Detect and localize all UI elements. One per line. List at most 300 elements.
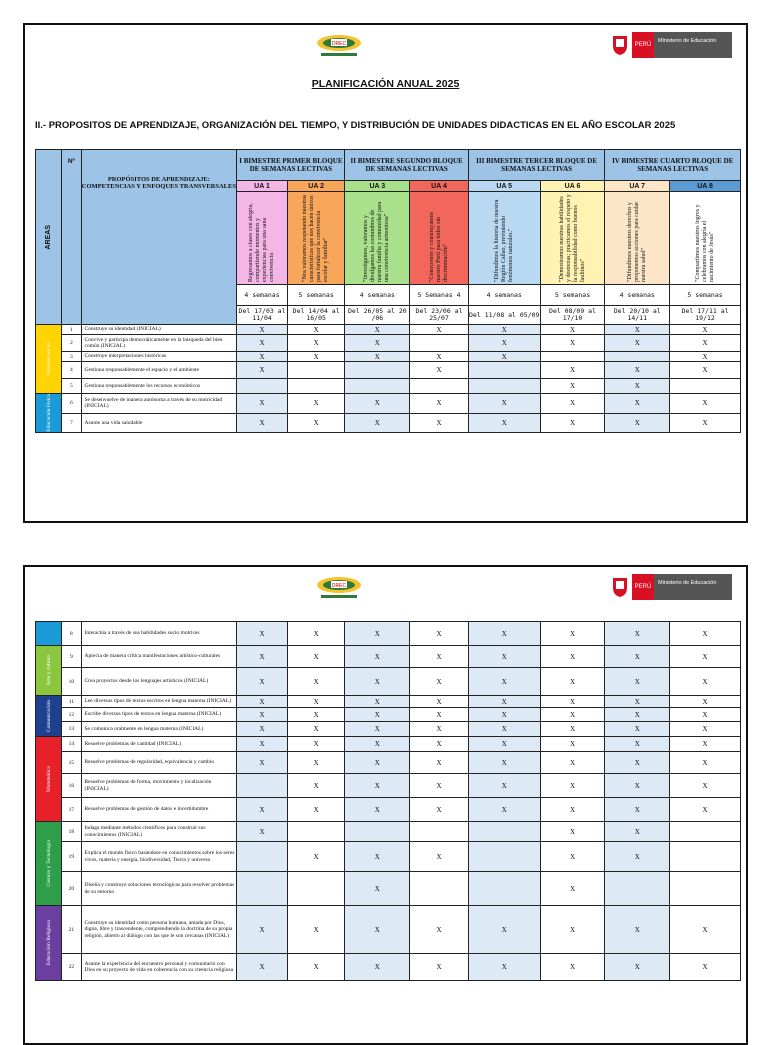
table-row bbox=[36, 722, 741, 737]
unit-mark-cell: X bbox=[410, 774, 469, 798]
table-row bbox=[36, 696, 741, 708]
competency-number: 11 bbox=[62, 696, 81, 708]
unit-mark-cell: X bbox=[287, 906, 345, 954]
unit-mark-cell: X bbox=[605, 622, 670, 646]
unit-weeks-7: 4 semanas bbox=[605, 285, 670, 306]
competency-text: Construye su identidad (INICIAL) bbox=[81, 325, 237, 335]
competency-number: 17 bbox=[62, 798, 81, 822]
unit-mark-cell: X bbox=[468, 335, 540, 352]
unit-mark-cell: X bbox=[237, 362, 288, 379]
unit-mark-cell: X bbox=[237, 798, 288, 822]
unit-weeks-3: 4 semanas bbox=[345, 285, 410, 306]
table-row bbox=[36, 668, 741, 696]
unit-mark-cell: X bbox=[287, 737, 345, 752]
unit-mark-cell: X bbox=[605, 646, 670, 668]
competency-number: 20 bbox=[62, 872, 81, 906]
unit-mark-cell: X bbox=[605, 379, 670, 394]
unit-dates-6: Del 08/09 al 17/10 bbox=[540, 306, 605, 325]
unit-mark-cell: X bbox=[468, 622, 540, 646]
unit-mark-cell: X bbox=[540, 872, 605, 906]
drec-logo bbox=[315, 575, 363, 601]
unit-mark-cell: X bbox=[345, 842, 410, 872]
competency-number: 14 bbox=[62, 737, 81, 752]
unit-mark-cell: X bbox=[345, 696, 410, 708]
unit-mark-cell: X bbox=[540, 362, 605, 379]
unit-mark-cell: X bbox=[287, 708, 345, 722]
area-cell bbox=[36, 622, 62, 646]
area-cell: Arte y cultura bbox=[36, 646, 62, 696]
unit-mark-cell: X bbox=[410, 362, 469, 379]
table-row bbox=[36, 872, 741, 906]
unit-mark-cell: X bbox=[670, 352, 741, 362]
unit-mark-cell: X bbox=[287, 668, 345, 696]
unit-mark-cell bbox=[237, 379, 288, 394]
unit-mark-cell: X bbox=[540, 622, 605, 646]
unit-mark-cell: X bbox=[287, 696, 345, 708]
unit-mark-cell: X bbox=[540, 798, 605, 822]
unit-mark-cell bbox=[287, 822, 345, 842]
unit-mark-cell: X bbox=[670, 646, 741, 668]
competency-number: 21 bbox=[62, 906, 81, 954]
peru-label: PERÚ bbox=[632, 574, 654, 600]
unit-dates-2: Del 14/04 al 16/05 bbox=[287, 306, 345, 325]
unit-mark-cell: X bbox=[468, 708, 540, 722]
competency-text: Construye interpretaciones históricas bbox=[81, 352, 237, 362]
unit-mark-cell bbox=[345, 362, 410, 379]
unit-mark-cell: X bbox=[287, 646, 345, 668]
unit-mark-cell: X bbox=[345, 954, 410, 981]
table-row bbox=[36, 798, 741, 822]
svg-text:DREC: DREC bbox=[331, 583, 347, 589]
unit-mark-cell: X bbox=[287, 722, 345, 737]
unit-mark-cell: X bbox=[670, 325, 741, 335]
areas-header: AREAS bbox=[36, 150, 62, 325]
propositos-header: PROPÓSITOS DE APRENDIZAJE: COMPETENCIAS Y ENFOQUES TRANSVERSALES bbox=[81, 150, 237, 325]
section-subtitle: II.- PROPOSITOS DE APRENDIZAJE, ORGANIZACIÓN DEL TIEMPO, Y DISTRIBUCIÓN DE UNIDADES DIDACTICAS EN EL AÑO ESCOLAR 2025 bbox=[35, 120, 676, 131]
unit-mark-cell: X bbox=[410, 352, 469, 362]
unit-mark-cell bbox=[287, 872, 345, 906]
unit-mark-cell: X bbox=[540, 394, 605, 414]
unit-mark-cell: X bbox=[468, 646, 540, 668]
unit-mark-cell: X bbox=[237, 646, 288, 668]
unit-mark-cell: X bbox=[345, 646, 410, 668]
unit-description-1: Regresamos a clases con alegría, compartiendo momentos y experiencias para una sana convivencia bbox=[237, 192, 288, 285]
unit-weeks-5: 4 semanas bbox=[468, 285, 540, 306]
competency-text: Resuelve problemas de cantidad (INICIAL) bbox=[81, 737, 237, 752]
competency-number: 13 bbox=[62, 722, 81, 737]
unit-mark-cell: X bbox=[345, 708, 410, 722]
unit-mark-cell bbox=[345, 379, 410, 394]
unit-mark-cell bbox=[287, 362, 345, 379]
competency-text: Lee diversos tipos de textos escritos en lengua materna (INICIAL) bbox=[81, 696, 237, 708]
unit-mark-cell bbox=[468, 822, 540, 842]
area-cell: Ciencia y Tecnología bbox=[36, 822, 62, 906]
escudo-icon bbox=[608, 574, 632, 600]
planning-table-page-2 bbox=[35, 621, 741, 981]
unit-mark-cell: X bbox=[287, 798, 345, 822]
unit-mark-cell: X bbox=[468, 774, 540, 798]
unit-mark-cell: X bbox=[410, 722, 469, 737]
unit-mark-cell: X bbox=[237, 325, 288, 335]
competency-text: Se desenvuelve de manera autónoma a través de su motricidad (INICIAL) bbox=[81, 394, 237, 414]
unit-mark-cell: X bbox=[670, 696, 741, 708]
competency-text: Resuelve problemas de forma, movimiento y localización (INICIAL) bbox=[81, 774, 237, 798]
unit-mark-cell: X bbox=[410, 954, 469, 981]
unit-mark-cell: X bbox=[410, 646, 469, 668]
unit-mark-cell: X bbox=[540, 335, 605, 352]
unit-mark-cell: X bbox=[540, 696, 605, 708]
unit-mark-cell: X bbox=[468, 906, 540, 954]
unit-mark-cell: X bbox=[605, 774, 670, 798]
unit-mark-cell: X bbox=[345, 774, 410, 798]
unit-label-4: UA 4 bbox=[410, 181, 469, 192]
unit-mark-cell: X bbox=[287, 352, 345, 362]
unit-mark-cell bbox=[670, 379, 741, 394]
table-row bbox=[36, 379, 741, 394]
table-row bbox=[36, 822, 741, 842]
unit-mark-cell: X bbox=[670, 362, 741, 379]
competency-number: 3 bbox=[62, 352, 81, 362]
unit-mark-cell: X bbox=[237, 906, 288, 954]
unit-mark-cell bbox=[237, 872, 288, 906]
unit-mark-cell: X bbox=[287, 335, 345, 352]
unit-mark-cell: X bbox=[410, 798, 469, 822]
unit-mark-cell: X bbox=[540, 722, 605, 737]
competency-text: Convive y participa democráticamente en la búsqueda del bien común (INICIAL) bbox=[81, 335, 237, 352]
competency-text: Se comunica oralmente en lengua materna (INICIAL) bbox=[81, 722, 237, 737]
unit-label-6: UA 6 bbox=[540, 181, 605, 192]
unit-mark-cell: X bbox=[237, 413, 288, 432]
unit-weeks-8: 5 semanas bbox=[670, 285, 741, 306]
unit-label-1: UA 1 bbox=[237, 181, 288, 192]
bimestre-2-header: II BIMESTRE SEGUNDO BLOQUE DE SEMANAS LECTIVAS bbox=[345, 150, 468, 181]
unit-weeks-1: 4 semanas bbox=[237, 285, 288, 306]
unit-mark-cell bbox=[410, 822, 469, 842]
competency-number: 7 bbox=[62, 413, 81, 432]
competency-number: 10 bbox=[62, 668, 81, 696]
ministry-label: Ministerio de Educación bbox=[654, 574, 732, 600]
page-title: PLANIFICACIÓN ANUAL 2025 bbox=[311, 78, 460, 90]
unit-mark-cell: X bbox=[540, 842, 605, 872]
unit-mark-cell: X bbox=[540, 413, 605, 432]
escudo-icon bbox=[608, 32, 632, 58]
competency-number: 5 bbox=[62, 379, 81, 394]
unit-mark-cell: X bbox=[287, 774, 345, 798]
unit-mark-cell: X bbox=[410, 842, 469, 872]
unit-mark-cell: X bbox=[237, 822, 288, 842]
unit-mark-cell: X bbox=[468, 798, 540, 822]
unit-label-3: UA 3 bbox=[345, 181, 410, 192]
competency-text: Construye su identidad como persona humana, amada por Dios, digna, libre y trascendente, comprendiendo la doctrina de su propia religión, abierto al diálogo con las que le son cercanas (INICIAL) bbox=[81, 906, 237, 954]
unit-mark-cell: X bbox=[540, 752, 605, 774]
unit-mark-cell: X bbox=[410, 696, 469, 708]
unit-mark-cell: X bbox=[670, 708, 741, 722]
unit-mark-cell: X bbox=[540, 822, 605, 842]
unit-description-6: "Demostramos nuestras habilidades y destrezas; practicamos el respeto y la responsabilidad como buenos lauliinos" bbox=[540, 192, 605, 285]
unit-mark-cell: X bbox=[540, 954, 605, 981]
unit-mark-cell: X bbox=[345, 798, 410, 822]
table-row bbox=[36, 708, 741, 722]
competency-number: 16 bbox=[62, 774, 81, 798]
unit-mark-cell: X bbox=[540, 737, 605, 752]
unit-mark-cell: X bbox=[540, 906, 605, 954]
unit-mark-cell: X bbox=[237, 722, 288, 737]
unit-mark-cell: X bbox=[345, 668, 410, 696]
unit-mark-cell: X bbox=[345, 394, 410, 414]
unit-mark-cell: X bbox=[670, 394, 741, 414]
unit-mark-cell: X bbox=[345, 737, 410, 752]
table-row bbox=[36, 352, 741, 362]
unit-mark-cell: X bbox=[540, 708, 605, 722]
competency-text: Interactúa a través de sus habilidades socio motrices bbox=[81, 622, 237, 646]
competency-number: 15 bbox=[62, 752, 81, 774]
unit-mark-cell bbox=[468, 872, 540, 906]
unit-mark-cell: X bbox=[345, 622, 410, 646]
unit-mark-cell: X bbox=[670, 906, 741, 954]
unit-mark-cell: X bbox=[237, 622, 288, 646]
unit-mark-cell bbox=[345, 822, 410, 842]
unit-mark-cell: X bbox=[540, 646, 605, 668]
document-page-2 bbox=[23, 565, 748, 1045]
unit-mark-cell: X bbox=[287, 394, 345, 414]
unit-mark-cell bbox=[287, 379, 345, 394]
table-row bbox=[36, 906, 741, 954]
unit-mark-cell: X bbox=[345, 752, 410, 774]
unit-mark-cell: X bbox=[605, 737, 670, 752]
unit-dates-8: Del 17/11 al 19/12 bbox=[670, 306, 741, 325]
unit-dates-5: Del 11/08 al 05/09 bbox=[468, 306, 540, 325]
unit-mark-cell: X bbox=[670, 954, 741, 981]
unit-description-8: "Compartimos nuestros logros y celebramos con alegría el nacimiento de Jesús" bbox=[670, 192, 741, 285]
area-cell: Matemática bbox=[36, 737, 62, 822]
competency-text: Resuelve problemas de regularidad, equivalencia y cambio bbox=[81, 752, 237, 774]
unit-mark-cell: X bbox=[287, 842, 345, 872]
competency-number: 1 bbox=[62, 325, 81, 335]
unit-mark-cell bbox=[468, 842, 540, 872]
unit-mark-cell: X bbox=[468, 722, 540, 737]
unit-mark-cell: X bbox=[670, 413, 741, 432]
unit-mark-cell bbox=[605, 872, 670, 906]
table-row bbox=[36, 362, 741, 379]
area-cell: Educación Física bbox=[36, 394, 62, 433]
ministerio-logo bbox=[608, 574, 732, 600]
unit-mark-cell: X bbox=[345, 413, 410, 432]
unit-mark-cell: X bbox=[605, 325, 670, 335]
unit-mark-cell bbox=[670, 872, 741, 906]
unit-mark-cell: X bbox=[605, 752, 670, 774]
competency-text: Gestiona responsablemente el espacio y el ambiente bbox=[81, 362, 237, 379]
table-row bbox=[36, 646, 741, 668]
unit-mark-cell: X bbox=[605, 362, 670, 379]
competency-text: Asume una vida saludable bbox=[81, 413, 237, 432]
competency-text: Crea proyectos desde los lenguajes artísticos (INICIAL) bbox=[81, 668, 237, 696]
ministerio-logo bbox=[608, 32, 732, 58]
competency-text: Diseña y construye soluciones tecnológicas para resolver problemas de su entorno bbox=[81, 872, 237, 906]
unit-dates-7: Del 20/10 al 14/11 bbox=[605, 306, 670, 325]
unit-mark-cell: X bbox=[605, 842, 670, 872]
unit-mark-cell: X bbox=[287, 325, 345, 335]
table-row bbox=[36, 752, 741, 774]
table-row bbox=[36, 774, 741, 798]
unit-mark-cell: X bbox=[410, 668, 469, 696]
svg-text:DREC: DREC bbox=[331, 41, 347, 47]
table-row bbox=[36, 335, 741, 352]
unit-mark-cell: X bbox=[670, 668, 741, 696]
area-cell: Educación Religiosa bbox=[36, 906, 62, 981]
competency-text: Resuelve problemas de gestión de datos e incertidumbre bbox=[81, 798, 237, 822]
unit-weeks-6: 5 semanas bbox=[540, 285, 605, 306]
unit-dates-1: Del 17/03 al 11/04 bbox=[237, 306, 288, 325]
competency-number: 22 bbox=[62, 954, 81, 981]
bimestre-1-header: I BIMESTRE PRIMER BLOQUE DE SEMANAS LECTIVAS bbox=[237, 150, 345, 181]
area-cell: Comunicación bbox=[36, 696, 62, 737]
unit-mark-cell: X bbox=[410, 325, 469, 335]
unit-mark-cell: X bbox=[605, 696, 670, 708]
unit-mark-cell bbox=[468, 379, 540, 394]
unit-mark-cell: X bbox=[670, 737, 741, 752]
area-cell: Personal social bbox=[36, 325, 62, 394]
unit-mark-cell: X bbox=[670, 335, 741, 352]
unit-mark-cell: X bbox=[605, 413, 670, 432]
unit-mark-cell: X bbox=[345, 352, 410, 362]
unit-mark-cell: X bbox=[410, 708, 469, 722]
unit-mark-cell: X bbox=[237, 696, 288, 708]
unit-mark-cell: X bbox=[237, 737, 288, 752]
unit-mark-cell: X bbox=[605, 394, 670, 414]
unit-mark-cell: X bbox=[237, 752, 288, 774]
unit-description-3: "Investigamos, valoramos y divulgamos las costumbres de nuestra familia y comunidad para una convivencia armoniosa" bbox=[345, 192, 410, 285]
unit-mark-cell bbox=[237, 842, 288, 872]
unit-mark-cell: X bbox=[237, 352, 288, 362]
competency-text: Aprecia de manera crítica manifestaciones artístico-culturales bbox=[81, 646, 237, 668]
unit-mark-cell: X bbox=[540, 668, 605, 696]
document-page-1 bbox=[23, 23, 748, 523]
unit-mark-cell bbox=[540, 352, 605, 362]
unit-label-5: UA 5 bbox=[468, 181, 540, 192]
unit-mark-cell: X bbox=[410, 394, 469, 414]
unit-mark-cell bbox=[468, 362, 540, 379]
unit-mark-cell: X bbox=[605, 954, 670, 981]
unit-mark-cell: X bbox=[237, 708, 288, 722]
unit-mark-cell: X bbox=[410, 737, 469, 752]
unit-mark-cell: X bbox=[410, 752, 469, 774]
unit-mark-cell: X bbox=[605, 906, 670, 954]
competency-number: 6 bbox=[62, 394, 81, 414]
unit-description-7: "Difundimos nuestros derechos y proponemos acciones para cuidar nuestra salud" bbox=[605, 192, 670, 285]
unit-mark-cell bbox=[237, 774, 288, 798]
unit-label-7: UA 7 bbox=[605, 181, 670, 192]
competency-number: 4 bbox=[62, 362, 81, 379]
unit-mark-cell bbox=[410, 872, 469, 906]
bimestre-4-header: IV BIMESTRE CUARTO BLOQUE DE SEMANAS LECTIVAS bbox=[605, 150, 741, 181]
unit-mark-cell: X bbox=[287, 622, 345, 646]
unit-mark-cell: X bbox=[670, 774, 741, 798]
unit-mark-cell: X bbox=[237, 668, 288, 696]
unit-mark-cell: X bbox=[605, 335, 670, 352]
unit-mark-cell: X bbox=[468, 737, 540, 752]
unit-mark-cell: X bbox=[670, 622, 741, 646]
unit-dates-4: Del 23/06 al 25/07 bbox=[410, 306, 469, 325]
unit-mark-cell: X bbox=[605, 722, 670, 737]
unit-mark-cell bbox=[605, 352, 670, 362]
unit-mark-cell: X bbox=[237, 335, 288, 352]
competency-number: 9 bbox=[62, 646, 81, 668]
unit-mark-cell: X bbox=[345, 325, 410, 335]
competency-number: 18 bbox=[62, 822, 81, 842]
unit-mark-cell: X bbox=[468, 352, 540, 362]
table-row bbox=[36, 394, 741, 414]
unit-mark-cell: X bbox=[468, 752, 540, 774]
peru-label: PERÚ bbox=[632, 32, 654, 58]
unit-description-2: "Nos valoramos respetando nuestras características que nos hacen únicos para fortalecer la convivencia escolar y familiar" bbox=[287, 192, 345, 285]
unit-label-2: UA 2 bbox=[287, 181, 345, 192]
unit-description-4: "Conocemos y construyamos nuestro Perú para todos sin discriminación" bbox=[410, 192, 469, 285]
unit-mark-cell: X bbox=[287, 954, 345, 981]
number-header: Nº bbox=[62, 150, 81, 325]
competency-number: 2 bbox=[62, 335, 81, 352]
unit-mark-cell: X bbox=[345, 335, 410, 352]
unit-mark-cell: X bbox=[410, 622, 469, 646]
unit-mark-cell bbox=[670, 842, 741, 872]
unit-mark-cell: X bbox=[345, 906, 410, 954]
unit-mark-cell: X bbox=[670, 722, 741, 737]
unit-mark-cell: X bbox=[605, 822, 670, 842]
unit-mark-cell bbox=[670, 822, 741, 842]
unit-mark-cell: X bbox=[540, 774, 605, 798]
unit-mark-cell: X bbox=[670, 798, 741, 822]
table-row bbox=[36, 954, 741, 981]
unit-mark-cell bbox=[410, 379, 469, 394]
unit-mark-cell: X bbox=[237, 954, 288, 981]
competency-number: 8 bbox=[62, 622, 81, 646]
competency-text: Escribe diversos tipos de textos en lengua materna (INICIAL) bbox=[81, 708, 237, 722]
unit-mark-cell: X bbox=[468, 394, 540, 414]
unit-mark-cell: X bbox=[287, 413, 345, 432]
unit-mark-cell: X bbox=[468, 325, 540, 335]
competency-text: Indaga mediante métodos científicos para construir sus conocimientos (INICIAL) bbox=[81, 822, 237, 842]
unit-mark-cell: X bbox=[468, 954, 540, 981]
competency-number: 12 bbox=[62, 708, 81, 722]
unit-mark-cell: X bbox=[540, 379, 605, 394]
unit-weeks-2: 5 semanas bbox=[287, 285, 345, 306]
unit-dates-3: Del 26/05 al 20 /06 bbox=[345, 306, 410, 325]
unit-mark-cell: X bbox=[345, 722, 410, 737]
unit-mark-cell: X bbox=[605, 798, 670, 822]
unit-mark-cell: X bbox=[605, 668, 670, 696]
unit-mark-cell: X bbox=[540, 325, 605, 335]
unit-mark-cell: X bbox=[605, 708, 670, 722]
unit-mark-cell: X bbox=[287, 752, 345, 774]
bimestre-3-header: III BIMESTRE TERCER BLOQUE DE SEMANAS LECTIVAS bbox=[468, 150, 605, 181]
unit-mark-cell: X bbox=[468, 668, 540, 696]
table-row bbox=[36, 413, 741, 432]
table-row bbox=[36, 622, 741, 646]
planning-table-page-1 bbox=[35, 149, 741, 433]
table-row bbox=[36, 842, 741, 872]
competency-text: Asume la experiencia del encuentro personal y comunitario con Dios en su proyecto de vida en coherencia con su creencia religiosa bbox=[81, 954, 237, 981]
table-row bbox=[36, 737, 741, 752]
competency-text: Gestiona responsablemente los recursos económicos bbox=[81, 379, 237, 394]
unit-mark-cell: X bbox=[468, 696, 540, 708]
competency-text: Explica el mundo físico basándose en conocimientos sobre los seres vivos, materia y energía, biodiversidad, Tierra y universo bbox=[81, 842, 237, 872]
drec-logo bbox=[315, 33, 363, 59]
unit-description-5: "Difundimos la historia de nuestra Región Callao, previniendo fenómenos naturales." bbox=[468, 192, 540, 285]
unit-mark-cell: X bbox=[410, 413, 469, 432]
unit-mark-cell: X bbox=[468, 413, 540, 432]
unit-weeks-4: 5 Semanas 4 bbox=[410, 285, 469, 306]
table-row bbox=[36, 325, 741, 335]
unit-mark-cell bbox=[410, 335, 469, 352]
